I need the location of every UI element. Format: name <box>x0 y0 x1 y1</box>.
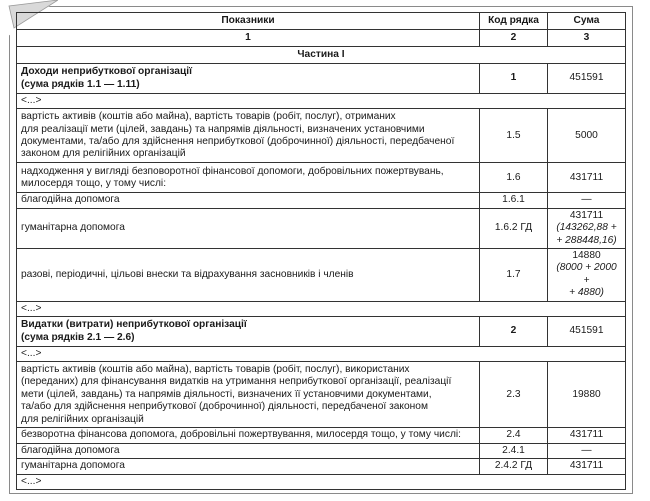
table-row <box>17 362 626 428</box>
row-sum: 451591 <box>548 64 626 94</box>
row-sum: 431711 <box>548 459 626 474</box>
row-sum: — <box>548 193 626 208</box>
table-row <box>17 249 626 302</box>
row-label: Видатки (витрати) неприбуткової організації (сума рядків 2.1 — 2.6) <box>17 317 480 347</box>
row-sum: 431711 (143262,88 + + 288448,16) <box>548 208 626 248</box>
row-label: вартість активів (коштів або майна), вартість товарів (робіт, послуг), отриманих для реалізації мети (цілей, завдань) та напрямів діяльності, визначених установчими документами, та/або для здійснення неприбуткової (доброчинної) діяльності, передбаченої законом для релігійних організацій <box>17 109 480 163</box>
table-row <box>17 94 626 109</box>
row-sum: 431711 <box>548 428 626 443</box>
table-row <box>17 193 626 208</box>
col-number-3: 3 <box>548 30 626 47</box>
row-code: 1.6 <box>480 163 548 193</box>
table-row <box>17 347 626 362</box>
row-sum: 14880 (8000 + 2000 + + 4880) <box>548 249 626 302</box>
row-code: 1 <box>480 64 548 94</box>
row-code: 2.4 <box>480 428 548 443</box>
ellipsis-row: <...> <box>17 94 626 109</box>
row-label: Доходи неприбуткової організації (сума рядків 1.1 — 1.11) <box>17 64 480 94</box>
row-code: 2.4.2 ГД <box>480 459 548 474</box>
row-label: безворотна фінансова допомога, добровільні пожертвування, милосердя тощо, у тому числі: <box>17 428 480 443</box>
header-row <box>17 13 626 30</box>
row-code: 1.7 <box>480 249 548 302</box>
col-code-header: Код рядка <box>480 13 548 30</box>
col-number-2: 2 <box>480 30 548 47</box>
table-row <box>17 474 626 489</box>
table-row <box>17 428 626 443</box>
part-title: Частина І <box>17 47 626 64</box>
col-sum-header: Сума <box>548 13 626 30</box>
table-row <box>17 208 626 248</box>
report-table <box>16 12 626 490</box>
row-code: 1.6.1 <box>480 193 548 208</box>
row-sum: 19880 <box>548 362 626 428</box>
row-code: 2 <box>480 317 548 347</box>
ellipsis-row: <...> <box>17 301 626 316</box>
row-label: надходження у вигляді безповоротної фінансової допомоги, добровільних пожертвувань, милосердя тощо, у тому числі: <box>17 163 480 193</box>
row-code: 2.4.1 <box>480 443 548 458</box>
row-label: гуманітарна допомога <box>17 459 480 474</box>
table-row <box>17 163 626 193</box>
numbering-row <box>17 30 626 47</box>
row-label: гуманітарна допомога <box>17 208 480 248</box>
row-sum: 431711 <box>548 163 626 193</box>
part-row <box>17 47 626 64</box>
row-sum: — <box>548 443 626 458</box>
table-row <box>17 443 626 458</box>
table-row <box>17 64 626 94</box>
row-sum: 451591 <box>548 317 626 347</box>
col-number-1: 1 <box>17 30 480 47</box>
ellipsis-row: <...> <box>17 474 626 489</box>
row-code: 1.5 <box>480 109 548 163</box>
row-sum: 5000 <box>548 109 626 163</box>
row-code: 2.3 <box>480 362 548 428</box>
col-indicators-header: Показники <box>17 13 480 30</box>
table-row <box>17 317 626 347</box>
table-row <box>17 459 626 474</box>
row-code: 1.6.2 ГД <box>480 208 548 248</box>
table-row <box>17 301 626 316</box>
row-label: разові, періодичні, цільові внески та відрахування засновників і членів <box>17 249 480 302</box>
row-label: вартість активів (коштів або майна), вартість товарів (робіт, послуг), використаних (переданих) для фінансування видатків на утримання неприбуткової організації, реалізації мети (цілей, завдань) та напрямів діяльності, визначених її установчими документами, та/або для здійснення неприбуткової (доброчинної) діяльності, передбаченої законом для релігійних організацій <box>17 362 480 428</box>
row-label: благодійна допомога <box>17 443 480 458</box>
ellipsis-row: <...> <box>17 347 626 362</box>
row-label: благодійна допомога <box>17 193 480 208</box>
table-row <box>17 109 626 163</box>
